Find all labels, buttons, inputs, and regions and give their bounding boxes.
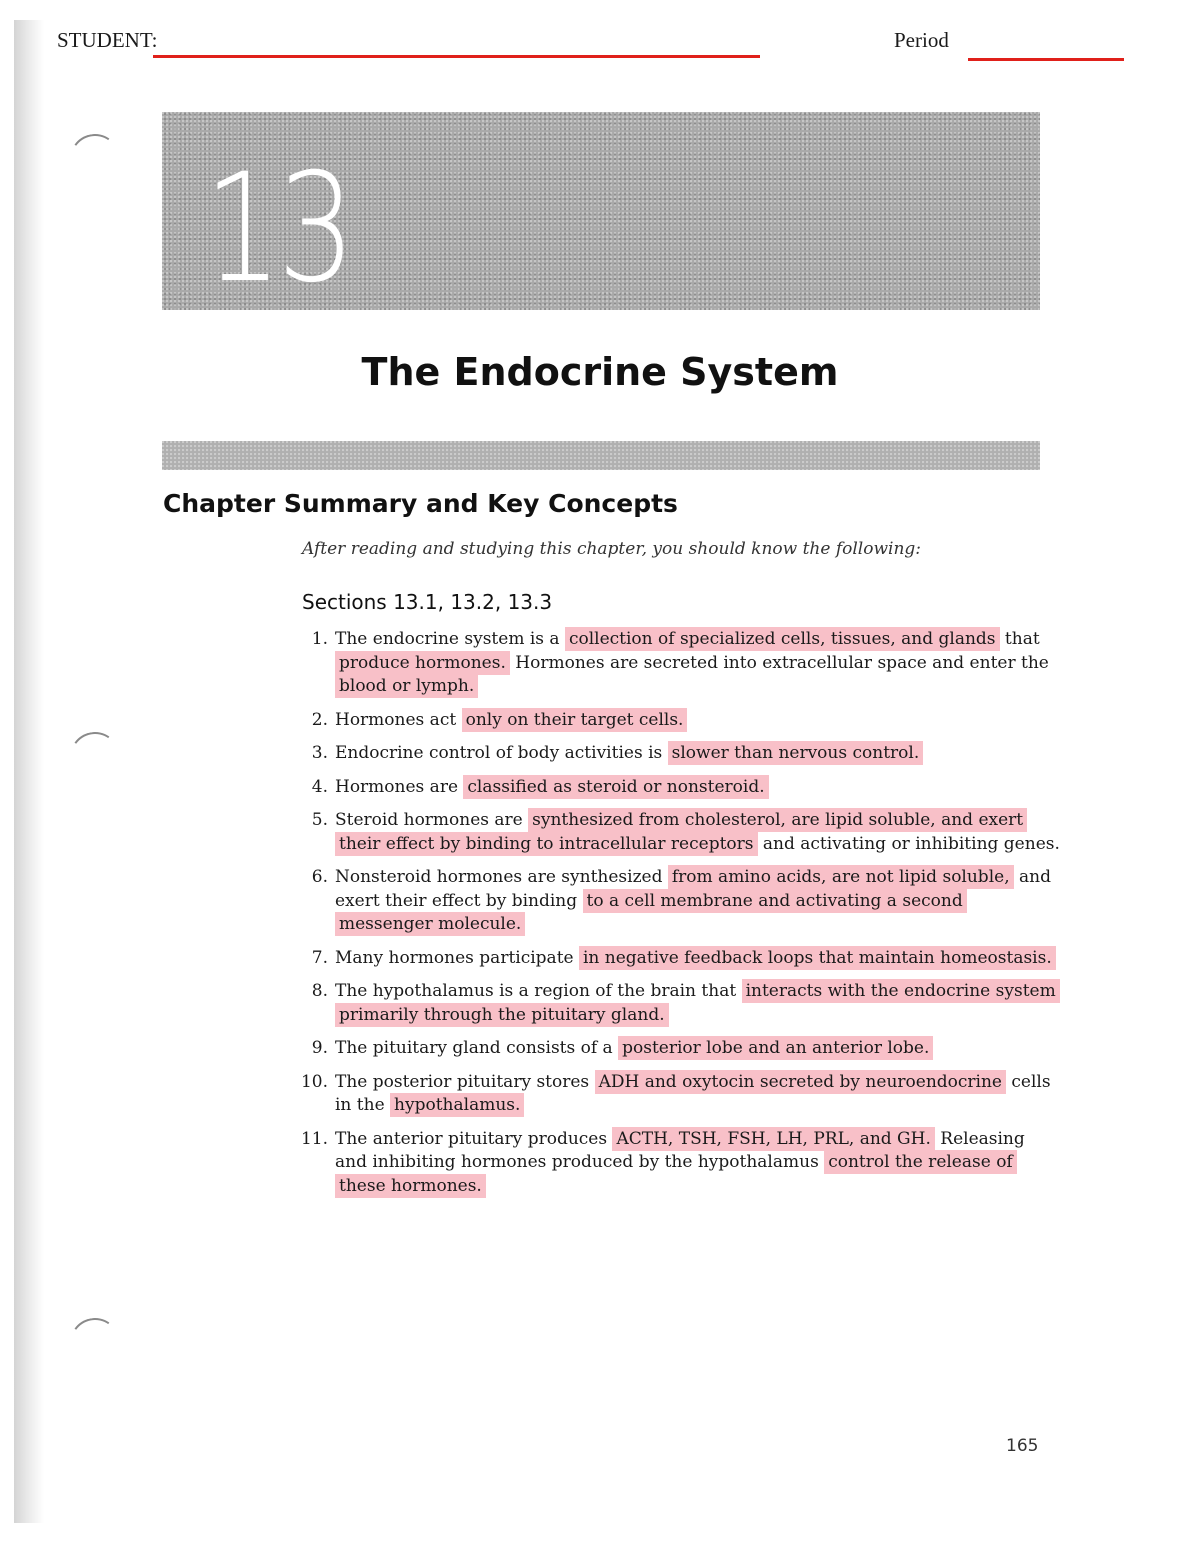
- concept-text: The pituitary gland consists of a: [335, 1038, 619, 1058]
- concept-text: Hormones are: [335, 776, 464, 797]
- concept-item: [300, 709, 1060, 733]
- punch-hole-bottom: [66, 1314, 124, 1372]
- student-name-line[interactable]: [153, 55, 760, 58]
- highlighted-text: control the release of these hormones.: [335, 1150, 1017, 1198]
- concept-text: cells in the: [335, 1071, 1051, 1115]
- concept-text: Hormones are secreted into extracellular space and enter the: [509, 652, 1049, 673]
- concept-item: [300, 809, 1060, 856]
- concept-item: [300, 866, 1060, 937]
- concept-text: The endocrine system is a: [335, 629, 565, 649]
- period-label: Period: [894, 28, 949, 52]
- concept-text: and exert their effect by binding: [335, 867, 1051, 911]
- highlighted-text: blood or lymph.: [335, 674, 478, 698]
- concept-item: [300, 628, 1060, 699]
- concept-text: Endocrine control of body activities is: [335, 743, 668, 763]
- highlighted-text: interacts with the endocrine system primarily through the pituitary gland.: [335, 979, 1060, 1027]
- punch-hole-top: [66, 130, 124, 188]
- concept-number: 9.: [311, 1038, 328, 1058]
- concept-text: Hormones act: [335, 709, 462, 730]
- concept-item: [300, 947, 1060, 971]
- highlighted-text: synthesized from cholesterol, are lipid soluble, and exert their effect by binding to intracellular receptors: [335, 808, 1027, 856]
- concept-text: Many hormones participate: [335, 947, 579, 968]
- highlighted-text: collection of specialized cells, tissues, and glands: [565, 627, 1000, 651]
- concept-number: 3.: [311, 743, 328, 763]
- highlighted-text: hypothalamus.: [390, 1093, 524, 1117]
- concept-text: Nonsteroid hormones are synthesized: [335, 867, 668, 887]
- binding-shadow: [14, 20, 44, 1523]
- highlighted-text: ADH and oxytocin secreted by neuroendocrine: [595, 1070, 1006, 1094]
- chapter-banner: [162, 112, 1040, 316]
- concept-item: [300, 980, 1060, 1027]
- highlighted-text: posterior lobe and an anterior lobe.: [618, 1036, 933, 1060]
- student-label: STUDENT:: [57, 28, 158, 52]
- concept-number: 1.: [311, 629, 328, 649]
- summary-intro: After reading and studying this chapter, you should know the following:: [302, 539, 922, 559]
- summary-heading: Chapter Summary and Key Concepts: [163, 489, 678, 518]
- sections-label: Sections 13.1, 13.2, 13.3: [302, 590, 553, 614]
- highlighted-text: only on their target cells.: [462, 708, 688, 732]
- period-line[interactable]: [968, 58, 1124, 61]
- concept-item: [300, 1037, 1060, 1061]
- concept-item: [300, 1128, 1060, 1199]
- highlighted-text: from amino acids, are not lipid soluble,: [668, 865, 1014, 889]
- concept-text: that: [999, 629, 1040, 649]
- concept-item: [300, 1071, 1060, 1118]
- concept-number: 10.: [300, 1071, 328, 1092]
- highlighted-text: to a cell membrane and activating a second messenger molecule.: [335, 889, 967, 937]
- concept-number: 11.: [300, 1128, 328, 1149]
- concept-text: and activating or inhibiting genes.: [757, 833, 1060, 854]
- concept-item: [300, 742, 1060, 766]
- chapter-number: 13: [204, 142, 351, 316]
- concept-text: The posterior pituitary stores: [335, 1071, 595, 1092]
- concept-number: 2.: [311, 709, 328, 730]
- highlighted-text: slower than nervous control.: [668, 741, 924, 765]
- divider-band: [162, 441, 1040, 470]
- concept-number: 6.: [311, 867, 328, 887]
- punch-hole-middle: [66, 728, 124, 786]
- concept-number: 8.: [311, 981, 328, 1001]
- concept-number: 5.: [311, 810, 328, 830]
- chapter-title: The Endocrine System: [361, 350, 839, 394]
- concept-text: The anterior pituitary produces: [335, 1128, 613, 1149]
- concept-text: Steroid hormones are: [335, 810, 529, 830]
- concept-number: 4.: [311, 776, 328, 797]
- concept-text: Releasing and inhibiting hormones produced by the hypothalamus: [335, 1128, 1025, 1172]
- concept-text: The hypothalamus is a region of the brain that: [335, 981, 742, 1001]
- concept-number: 7.: [311, 947, 328, 968]
- highlighted-text: ACTH, TSH, FSH, LH, PRL, and GH.: [612, 1127, 934, 1151]
- highlighted-text: produce hormones.: [335, 651, 510, 675]
- highlighted-text: classified as steroid or nonsteroid.: [463, 775, 768, 799]
- page-number: 165: [1006, 1436, 1039, 1456]
- concept-item: [300, 776, 1060, 800]
- key-concepts-list: [300, 628, 1060, 1208]
- highlighted-text: in negative feedback loops that maintain homeostasis.: [579, 946, 1056, 970]
